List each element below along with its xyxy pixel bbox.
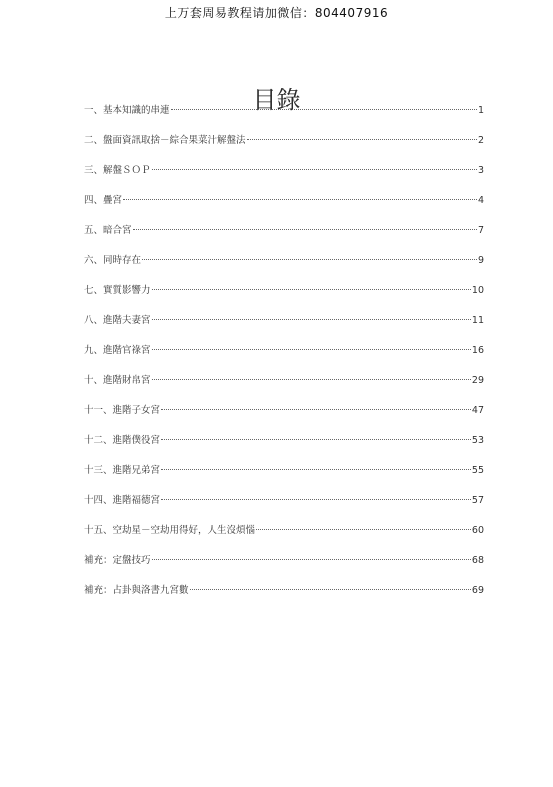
toc-page-number: 2 [477,135,484,146]
toc-dot-leader [256,529,471,530]
toc-entry[interactable] [84,131,484,161]
toc-dot-leader [161,499,471,500]
toc-dot-leader [142,259,477,260]
toc-entry[interactable] [84,371,484,401]
toc-page-number: 4 [477,195,484,206]
toc-entry[interactable] [84,281,484,311]
table-of-contents [84,101,484,611]
toc-dot-leader [161,439,471,440]
toc-page-number: 9 [477,255,484,266]
toc-page-number: 10 [471,285,484,296]
toc-entry-label: 補充：占卦與洛書九宮數 [84,585,189,596]
watermark-text: 上万套周易教程请加微信：804407916 [164,6,389,20]
toc-dot-leader [123,199,477,200]
toc-entry-label: 五、暗合宮 [84,225,132,236]
toc-entry-label: 十五、空劫星－空劫用得好，人生沒煩惱 [84,525,256,536]
toc-entry-label: 十、進階財帛宮 [84,375,151,386]
toc-entry[interactable] [84,251,484,281]
toc-entry[interactable] [84,311,484,341]
toc-page-number: 53 [471,435,484,446]
toc-entry-label: 十三、進階兄弟宮 [84,465,161,476]
toc-entry-label: 八、進階夫妻宮 [84,315,151,326]
toc-entry[interactable] [84,161,484,191]
toc-entry[interactable] [84,191,484,221]
toc-dot-leader [152,289,471,290]
toc-entry[interactable] [84,221,484,251]
toc-page-number: 68 [471,555,484,566]
toc-entry[interactable] [84,101,484,131]
toc-dot-leader [152,379,471,380]
toc-entry[interactable] [84,401,484,431]
toc-entry[interactable] [84,491,484,521]
toc-dot-leader [133,229,477,230]
toc-entry-label: 六、同時存在 [84,255,142,266]
toc-dot-leader [152,319,471,320]
toc-entry-label: 三、解盤ＳＯＰ [84,165,151,176]
toc-entry[interactable] [84,551,484,581]
toc-entry-label: 十一、進階子女宮 [84,405,161,416]
toc-entry-label: 一、基本知識的串連 [84,105,170,116]
toc-dot-leader [152,349,471,350]
toc-page-number: 3 [477,165,484,176]
toc-entry-label: 九、進階官祿宮 [84,345,151,356]
toc-entry-label: 四、疊宮 [84,195,123,206]
toc-dot-leader [152,559,471,560]
toc-page-number: 47 [471,405,484,416]
toc-entry[interactable] [84,341,484,371]
toc-page-number: 57 [471,495,484,506]
toc-entry-label: 二、盤面資訊取捨－綜合果菜汁解盤法 [84,135,246,146]
toc-dot-leader [161,469,471,470]
toc-dot-leader [190,589,471,590]
toc-entry[interactable] [84,461,484,491]
toc-dot-leader [152,169,477,170]
toc-dot-leader [247,139,477,140]
toc-page-number: 69 [471,585,484,596]
toc-page-number: 11 [471,315,484,326]
toc-dot-leader [171,109,477,110]
toc-entry[interactable] [84,431,484,461]
page-title: 目錄 [252,86,301,115]
toc-entry-label: 補充：定盤技巧 [84,555,151,566]
toc-entry-label: 十四、進階福德宮 [84,495,161,506]
toc-page-number: 7 [477,225,484,236]
toc-entry[interactable] [84,581,484,611]
toc-entry[interactable] [84,521,484,551]
toc-page-number: 29 [471,375,484,386]
toc-entry-label: 十二、進階僕役宮 [84,435,161,446]
toc-dot-leader [161,409,471,410]
toc-page-number: 1 [477,105,484,116]
toc-page-number: 55 [471,465,484,476]
toc-entry-label: 七、實質影響力 [84,285,151,296]
toc-page-number: 16 [471,345,484,356]
toc-page-number: 60 [471,525,484,536]
